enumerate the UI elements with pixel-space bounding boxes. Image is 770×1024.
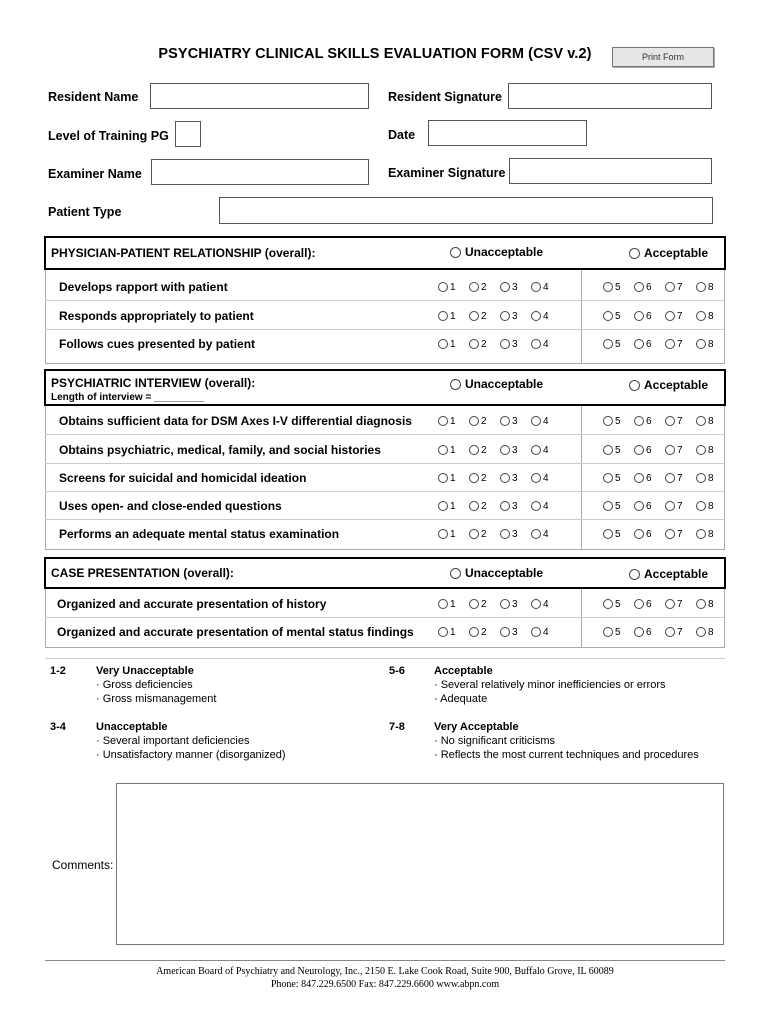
rating-3-option[interactable]: 3 [500, 473, 531, 484]
rating-1-option[interactable]: 1 [438, 599, 469, 610]
legend-line: · Gross mismanagement [96, 693, 217, 705]
section-bottom-line [45, 363, 725, 364]
rating-5-option[interactable]: 5 [603, 339, 634, 350]
rating-8-option[interactable]: 8 [696, 529, 727, 540]
rating-1-option[interactable]: 1 [438, 282, 469, 293]
rating-high-group [603, 618, 727, 646]
radio-icon [450, 379, 461, 390]
rating-6-option[interactable]: 6 [634, 445, 665, 456]
overall-unacceptable-option[interactable]: Unacceptable [450, 566, 543, 580]
examiner-signature-label: Examiner Signature [388, 166, 506, 180]
legend-acceptable [434, 664, 666, 706]
rating-5-option[interactable]: 5 [603, 599, 634, 610]
rating-5-option[interactable]: 5 [603, 416, 634, 427]
comments-textarea[interactable] [116, 783, 724, 945]
rating-3-option[interactable]: 3 [500, 627, 531, 638]
legend-very-unacceptable [96, 664, 216, 706]
rating-high-group [603, 330, 727, 358]
rating-2-option[interactable]: 2 [469, 311, 500, 322]
rating-low-group [438, 407, 562, 435]
rating-8-option[interactable]: 8 [696, 501, 727, 512]
rating-high-group [603, 273, 727, 301]
item-label: Performs an adequate mental status examination [59, 527, 340, 541]
legend-title: Very Acceptable [434, 721, 519, 733]
footer-divider [45, 960, 725, 961]
rating-3-option[interactable]: 3 [500, 529, 531, 540]
rating-3-option[interactable]: 3 [500, 339, 531, 350]
rating-2-option[interactable]: 2 [469, 282, 500, 293]
item-row [45, 520, 725, 548]
rating-5-option[interactable]: 5 [603, 627, 634, 638]
rating-7-option[interactable]: 7 [665, 501, 696, 512]
resident-signature-input[interactable] [508, 83, 712, 109]
legend-range-5-6: 5-6 [389, 665, 405, 677]
rating-8-option[interactable]: 8 [696, 416, 727, 427]
rating-high-group [603, 464, 727, 492]
rating-6-option[interactable]: 6 [634, 529, 665, 540]
footer-address: American Board of Psychiatry and Neurology, Inc., 2150 E. Lake Cook Road, Suite 900, Buffalo Grove, IL 60089 [156, 966, 614, 977]
rating-7-option[interactable]: 7 [665, 473, 696, 484]
rating-high-group [603, 407, 727, 435]
legend-very-acceptable [434, 720, 699, 762]
rating-5-option[interactable]: 5 [603, 282, 634, 293]
rating-low-group [438, 302, 562, 330]
rating-3-option[interactable]: 3 [500, 501, 531, 512]
item-label: Obtains sufficient data for DSM Axes I-V differential diagnosis [59, 414, 412, 428]
rating-low-group [438, 492, 562, 520]
rating-5-option[interactable]: 5 [603, 529, 634, 540]
rating-1-option[interactable]: 1 [438, 339, 469, 350]
rating-5-option[interactable]: 5 [603, 501, 634, 512]
section-bottom-line [45, 549, 725, 550]
divider [45, 658, 725, 659]
rating-high-group [603, 436, 727, 464]
rating-4-option[interactable]: 4 [531, 339, 562, 350]
footer [0, 965, 770, 991]
section-bottom-line [45, 647, 725, 648]
rating-1-option[interactable]: 1 [438, 445, 469, 456]
item-row [45, 618, 725, 646]
rating-1-option[interactable]: 1 [438, 311, 469, 322]
legend-title: Unacceptable [96, 721, 168, 733]
item-label: Uses open- and close-ended questions [59, 499, 282, 513]
rating-1-option[interactable]: 1 [438, 416, 469, 427]
item-row [45, 302, 725, 330]
radio-icon [629, 248, 640, 259]
rating-4-option[interactable]: 4 [531, 501, 562, 512]
item-row [45, 407, 725, 435]
rating-1-option[interactable]: 1 [438, 529, 469, 540]
patient-type-label: Patient Type [48, 205, 122, 219]
rating-low-group [438, 618, 562, 646]
rating-7-option[interactable]: 7 [665, 529, 696, 540]
rating-6-option[interactable]: 6 [634, 311, 665, 322]
item-row [45, 273, 725, 301]
rating-3-option[interactable]: 3 [500, 416, 531, 427]
overall-unacceptable-option[interactable]: Unacceptable [450, 377, 543, 391]
rating-8-option[interactable]: 8 [696, 599, 727, 610]
rating-8-option[interactable]: 8 [696, 627, 727, 638]
overall-acceptable-option[interactable]: Acceptable [629, 567, 708, 581]
rating-high-group [603, 590, 727, 618]
rating-2-option[interactable]: 2 [469, 599, 500, 610]
rating-4-option[interactable]: 4 [531, 529, 562, 540]
rating-high-group [603, 492, 727, 520]
examiner-name-input[interactable] [151, 159, 369, 185]
legend-range-3-4: 3-4 [50, 721, 66, 733]
item-row [45, 464, 725, 492]
interview-length-label: Length of interview = _________ [51, 392, 205, 403]
rating-6-option[interactable]: 6 [634, 416, 665, 427]
pg-level-input[interactable] [175, 121, 201, 147]
item-row [45, 330, 725, 358]
item-label: Organized and accurate presentation of mental status findings [57, 625, 414, 639]
section-psychiatric-interview-header [44, 369, 726, 406]
rating-4-option[interactable]: 4 [531, 473, 562, 484]
legend-unacceptable [96, 720, 286, 762]
rating-2-option[interactable]: 2 [469, 416, 500, 427]
section-physician-patient-header [44, 236, 726, 270]
rating-6-option[interactable]: 6 [634, 282, 665, 293]
rating-4-option[interactable]: 4 [531, 311, 562, 322]
item-row [45, 492, 725, 520]
section-title: PSYCHIATRIC INTERVIEW (overall): [51, 376, 256, 390]
rating-8-option[interactable]: 8 [696, 282, 727, 293]
rating-1-option[interactable]: 1 [438, 473, 469, 484]
legend-line: · Several relatively minor inefficiencies or errors [434, 679, 666, 691]
rating-6-option[interactable]: 6 [634, 599, 665, 610]
section-case-presentation-header [44, 557, 726, 589]
rating-5-option[interactable]: 5 [603, 445, 634, 456]
item-label: Responds appropriately to patient [59, 309, 254, 323]
radio-icon [450, 568, 461, 579]
rating-7-option[interactable]: 7 [665, 627, 696, 638]
rating-3-option[interactable]: 3 [500, 311, 531, 322]
rating-3-option[interactable]: 3 [500, 599, 531, 610]
item-label: Obtains psychiatric, medical, family, and social histories [59, 443, 381, 457]
rating-7-option[interactable]: 7 [665, 339, 696, 350]
radio-icon [450, 247, 461, 258]
legend-line: · No significant criticisms [434, 735, 556, 747]
overall-acceptable-option[interactable]: Acceptable [629, 378, 708, 392]
print-form-button[interactable]: Print Form [612, 47, 714, 67]
rating-4-option[interactable]: 4 [531, 627, 562, 638]
resident-name-input[interactable] [150, 83, 369, 109]
rating-high-group [603, 302, 727, 330]
resident-signature-label: Resident Signature [388, 90, 502, 104]
rating-4-option[interactable]: 4 [531, 416, 562, 427]
radio-icon [629, 569, 640, 580]
rating-4-option[interactable]: 4 [531, 445, 562, 456]
rating-high-group [603, 520, 727, 548]
item-label: Screens for suicidal and homicidal ideation [59, 471, 307, 485]
form-title: PSYCHIATRY CLINICAL SKILLS EVALUATION FORM (CSV v.2) [158, 46, 592, 62]
item-label: Follows cues presented by patient [59, 337, 256, 351]
footer-contact: Phone: 847.229.6500 Fax: 847.229.6600 www.abpn.com [270, 979, 500, 990]
item-label: Develops rapport with patient [59, 280, 228, 294]
legend-range-1-2: 1-2 [50, 665, 66, 677]
legend-line: · Gross deficiencies [96, 679, 193, 691]
rating-low-group [438, 520, 562, 548]
rating-7-option[interactable]: 7 [665, 599, 696, 610]
rating-7-option[interactable]: 7 [665, 282, 696, 293]
rating-5-option[interactable]: 5 [603, 311, 634, 322]
legend-title: Very Unacceptable [96, 665, 194, 677]
date-input[interactable] [428, 120, 587, 146]
examiner-name-label: Examiner Name [48, 167, 142, 181]
rating-low-group [438, 464, 562, 492]
rating-2-option[interactable]: 2 [469, 501, 500, 512]
item-row [45, 436, 725, 464]
rating-low-group [438, 436, 562, 464]
rating-3-option[interactable]: 3 [500, 282, 531, 293]
overall-acceptable-option[interactable]: Acceptable [629, 246, 708, 260]
rating-4-option[interactable]: 4 [531, 599, 562, 610]
rating-2-option[interactable]: 2 [469, 445, 500, 456]
rating-7-option[interactable]: 7 [665, 445, 696, 456]
rating-3-option[interactable]: 3 [500, 445, 531, 456]
level-of-training-label: Level of Training PG [48, 129, 169, 143]
rating-5-option[interactable]: 5 [603, 473, 634, 484]
item-label: Organized and accurate presentation of history [57, 597, 327, 611]
rating-8-option[interactable]: 8 [696, 445, 727, 456]
resident-name-label: Resident Name [48, 90, 139, 104]
legend-line: · Adequate [434, 693, 488, 705]
legend-range-7-8: 7-8 [389, 721, 405, 733]
rating-low-group [438, 330, 562, 358]
legend-title: Acceptable [434, 665, 493, 677]
rating-8-option[interactable]: 8 [696, 473, 727, 484]
radio-icon [629, 380, 640, 391]
rating-7-option[interactable]: 7 [665, 311, 696, 322]
rating-6-option[interactable]: 6 [634, 627, 665, 638]
rating-8-option[interactable]: 8 [696, 339, 727, 350]
date-label: Date [388, 128, 416, 142]
rating-6-option[interactable]: 6 [634, 473, 665, 484]
rating-6-option[interactable]: 6 [634, 501, 665, 512]
rating-low-group [438, 590, 562, 618]
legend-line: · Reflects the most current techniques and procedures [434, 749, 699, 761]
comments-label: Comments: [52, 858, 114, 872]
rating-4-option[interactable]: 4 [531, 282, 562, 293]
overall-unacceptable-option[interactable]: Unacceptable [450, 245, 543, 259]
legend-line: · Several important deficiencies [96, 735, 250, 747]
patient-type-input[interactable] [219, 197, 713, 224]
rating-2-option[interactable]: 2 [469, 473, 500, 484]
legend-line: · Unsatisfactory manner (disorganized) [96, 749, 286, 761]
item-row [45, 590, 725, 618]
examiner-signature-input[interactable] [509, 158, 712, 184]
section-title: PHYSICIAN-PATIENT RELATIONSHIP (overall): [51, 246, 316, 260]
rating-2-option[interactable]: 2 [469, 627, 500, 638]
section-title: CASE PRESENTATION (overall): [51, 566, 234, 580]
rating-2-option[interactable]: 2 [469, 529, 500, 540]
rating-7-option[interactable]: 7 [665, 416, 696, 427]
rating-6-option[interactable]: 6 [634, 339, 665, 350]
rating-8-option[interactable]: 8 [696, 311, 727, 322]
rating-1-option[interactable]: 1 [438, 501, 469, 512]
rating-low-group [438, 273, 562, 301]
rating-1-option[interactable]: 1 [438, 627, 469, 638]
rating-2-option[interactable]: 2 [469, 339, 500, 350]
